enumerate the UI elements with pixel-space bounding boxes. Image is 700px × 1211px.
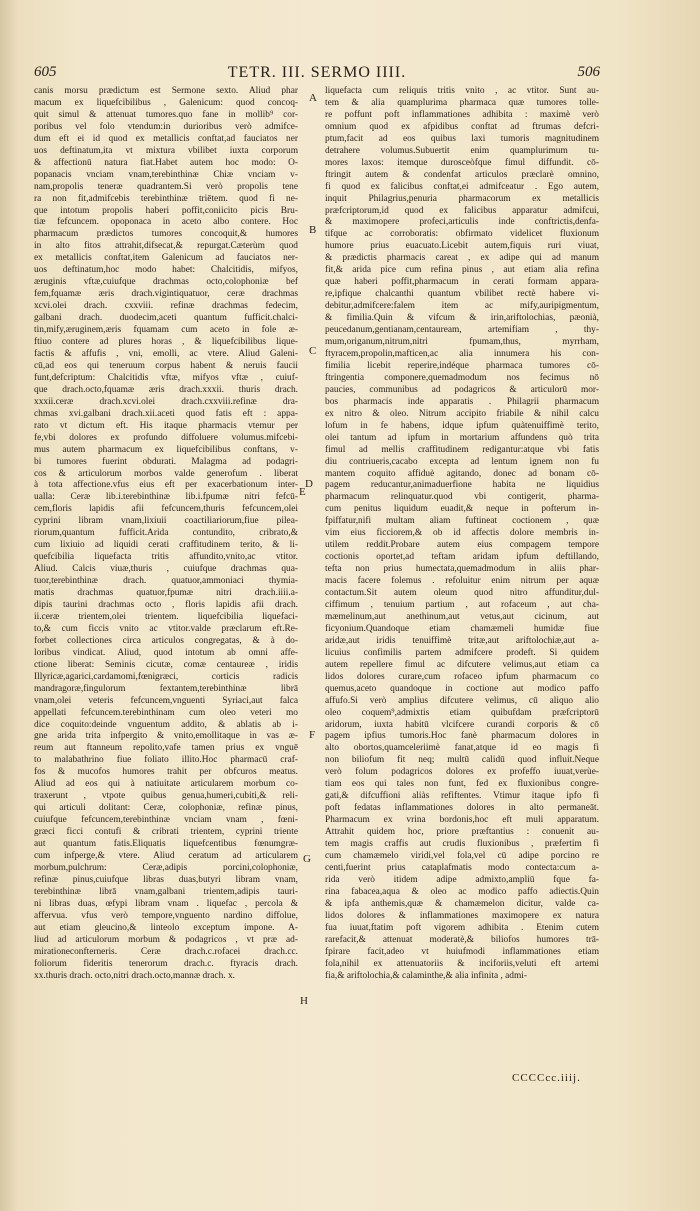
text-line: cuiufque fefcuncem,terebinthinæ vnciam vnam , fœni- [34, 815, 298, 826]
text-line: fola,nihil ex attenuatoriis & inciforiis,veluti eft artemi [325, 958, 599, 969]
text-line: lidos dolores & inflammationes maximopere ex natura [325, 910, 599, 921]
text-line: bi tumores fuerint obdurati. Malagma ad podagri- [34, 456, 298, 467]
text-line: alto obortos,quamceleriimè fanat,atque id eo magis fi [325, 743, 599, 754]
text-line: Pharmacum ex vrina bordonis,hoc eft muli apparatum. [325, 815, 599, 826]
text-line: re poffunt poft inflammationes adhibita : maximè verò [325, 109, 599, 120]
text-line: canis morsu prædictum est Sermone sexto. Aliud phar [34, 86, 298, 96]
text-line: quefcibilia liquefacta tritis affundito,vnito,ac vtitor. [34, 552, 298, 563]
text-line: non biliofum fit neq; multū calidū quod influit.Neque [325, 755, 599, 766]
page-number-right: 506 [577, 64, 600, 80]
text-line: & fimilia.Quin & vifcum & irin,ariftolochias, pæonià, [325, 313, 599, 324]
text-line: cos & articulorum morbos valde generofum . liberat [34, 468, 298, 479]
text-line: à tota affectione.vfus eius eft per exacerbationum inter- [34, 480, 298, 491]
running-header [34, 64, 600, 84]
text-line: macum ex liquefcibilibus , Galenicum: quod concoq- [34, 97, 298, 108]
text-line: mum,origanum,nitrum,nitri fpumam,thus, myrrham, [325, 337, 599, 348]
text-line: tin,mify,æruginem,æris fquamam cum aceto in fole æ- [34, 325, 298, 336]
text-line: ficyonium.Quandoque etiam chamæmeli humidæ fiue [325, 623, 599, 634]
text-line: reum aut ftanneum repolito,vafe tamen prius ex vnguē [34, 743, 298, 754]
text-line: dipis taurini drachmas octo , floris lapidis afii drach. [34, 599, 298, 610]
margin-letter-e: E [299, 486, 306, 498]
text-line: bos pharmacis inde apparatis . Philagrii pharmacum [325, 396, 599, 407]
text-line: fimilia licebit reperire,indéque pharmaca tumores cō- [325, 360, 599, 371]
margin-letter-a: A [309, 92, 317, 104]
text-line: fit,& arida pice cum refina pinus , aut etiam alia refina [325, 265, 599, 276]
text-line: quemus,aceto quandoque in coctione aut modico paffo [325, 683, 599, 694]
text-line: cyprini libram vnam,lixiuii coactiliariorum,fiue pilea- [34, 516, 298, 527]
text-line: quit simul & attenuat tumores.quo fane in mollib⁹ cor- [34, 109, 298, 120]
text-line: vim eius ficciorem,& ob id affectis dolore membris in- [325, 528, 599, 539]
text-line: fi quod ex falicibus conftat,ei admifceatur . Ego autem, [325, 181, 599, 192]
text-line: macis facere folemus . refoluitur enim nitrum per aquæ [325, 576, 599, 587]
text-line: morbum,pulchrum: Ceræ,adipis porcini,colophoniæ, [34, 862, 298, 873]
text-line: poribus vel folo vtendum:in durioribus verò admifce- [34, 121, 298, 132]
text-line: dum eft ei id quod ex metallicis conftat,ad fauciatos ner [34, 133, 298, 144]
running-title: TETR. III. SERMO IIII. [227, 64, 407, 81]
text-line: mores laxos: itemque durosceòfque fimul diffundit. cō- [325, 157, 599, 168]
text-line: ii.ceræ trientem,olei trientem. liquefcibilia liquefaci- [34, 611, 298, 622]
text-line: mæmelinum,aut anethinum,aut vetus,aut cicinum, aut [325, 611, 599, 622]
text-line: cem,floris lapidis afii fefcuncem,thuris fefcuncem,olei [34, 504, 298, 515]
text-line: que drach.octo,fquamæ æris drach.xxxii. thuris drach. [34, 384, 298, 395]
text-line: oleo coquem⁹,admixtis etiam quibufdam præfcriptorū [325, 707, 599, 718]
text-line: fe,vbi dolores ex profundo diffoluere volumus.mifcebi- [34, 432, 298, 443]
text-line: ptum,facit ad eos quibus laxi tumoris magnitudinem [325, 133, 599, 144]
text-line: cum chamæmelo viridi,vel fola,vel cū adipe porcino re [325, 851, 599, 861]
text-line: ex nitro & oleo. Nitrum accipito friabile & nihil calcu [325, 408, 599, 419]
text-line: ualla: Ceræ lib.i.terebinthinæ lib.i.fpumæ nitri fefcū- [34, 492, 298, 503]
text-line: fpirare facit,adeo vt huiufmodi inflammationes etiam [325, 946, 599, 957]
text-line: debitur,admifcere:falem item ac mify,auripigmentum, [325, 301, 599, 312]
text-line: inquit Philagrius,penuria pharmacorum ex metallicis [325, 193, 599, 204]
text-line: xx.thuris drach. octo,nitri drach.octo,mannæ drach. x. [34, 970, 235, 981]
text-line: licuius confimilis partem admifcere prodeft. Si quidem [325, 647, 599, 658]
text-line: refinæ pinus,cuiufque libras duas,butyri libram vnam, [34, 874, 298, 885]
text-line: pharmacum prædictos tumores concoquit,& humores [34, 229, 298, 240]
text-line: tefta non prius humectata,quemadmodum in aliis phar- [325, 564, 599, 575]
text-line: aridæ,aut iridis tenuiffimè tritæ,aut ariftolochiæ,aut a- [325, 635, 599, 646]
text-line: tiæ fefcuncem. opoponaca in aceto albo contere. Hoc [34, 217, 298, 228]
text-line: & ipfa anthemis,quæ & chamæmelon dicitur, valde ca- [325, 898, 599, 909]
text-line: peucedanum,gentianam,centauream, artemifiam , thy- [325, 325, 599, 336]
margin-letter-b: B [309, 224, 317, 236]
text-line: tifque ac corroboratis: obfirmato videlicet fluxionum [325, 229, 599, 240]
margin-letter-g: G [303, 853, 311, 865]
text-line: to,& cum ficcis vnito ac vtitor.valde præclarum eft.Re- [34, 623, 298, 634]
text-line: olei tantum ad ipfum in mortarium affundens quò trita [325, 432, 599, 443]
text-line: aut etiam gleucino,& linteolo exceptum impone. A- [34, 922, 298, 933]
text-line: re,ipfique chalcanthi quantum vbilibet rectè habere vi- [325, 289, 599, 300]
text-line: mus autem pharmacum ex liquefcibilibus conftans, v- [34, 444, 298, 455]
left-text-column [34, 86, 298, 982]
text-line: tem & alia quamplurima pharmaca quæ tumores tolle- [325, 97, 599, 108]
text-line: forbet collectiones circa articulos congregatas, & à do- [34, 635, 298, 646]
text-line: mandragoræ,fingulorum fextantem,terebinthinæ librā [34, 683, 298, 694]
right-text-column [325, 86, 599, 982]
text-line: tem magis craffis aut crudis fluxionibus , præfertim fi [325, 839, 599, 850]
text-line: tiam eos qui tales non funt, fed ex fluxionibus congre- [325, 779, 599, 790]
text-line: vnam,olei veteris fefcuncem,vnguenti Syriaci,aut falca [34, 695, 298, 706]
text-line: Illyricæ,agarici,cardamomi,fœnigræci, corticis radicis [34, 671, 298, 682]
text-line: affufo.Si verò amplius difcutere velimus, cū aliquo alio [325, 695, 599, 706]
text-line: cum infperge,& vtere. Aliud ceratum ad articularem [34, 851, 298, 861]
text-line: cum penitus liquidum euadit,& neque in pofterum in- [325, 504, 599, 515]
text-line: Aliud. Calcis viuæ,thuris , cuiufque drachmas qua- [34, 564, 298, 575]
text-line: galbani drach. duodecim,aceti quantum fufficit.chalci- [34, 313, 298, 324]
text-line: ex metallicis conftat,item Galenicum ad fauciatos ner- [34, 253, 298, 264]
text-line: fua iuuat,ftatim poft vigorem adhibita . Etenim cutem [325, 922, 599, 933]
page-number-left: 605 [34, 64, 57, 80]
text-line: fia,& ariftolochia,& calaminthe,& alia infinita , admi- [325, 970, 528, 981]
margin-letter-d: D [305, 478, 313, 490]
text-line: diu contriueris,cacabo excepta ad lentum ignem non fu [325, 456, 599, 467]
text-line: ctione liberat: Seminis cicutæ, comæ centaureæ , iridis [34, 659, 298, 670]
text-line: appellati fefcuncem.terebinthinam cum oleo veteri mo [34, 707, 298, 718]
text-line: foliorum fideritis tenerorum drach.c. ftyracis drach. [34, 958, 298, 969]
text-line: fem,fquamæ æris drach.vigintiquatuor, ceræ drachmas [34, 289, 298, 300]
text-line: riorum,quantum fufficit.Arida contundito, cribrato,& [34, 528, 298, 539]
text-line: Aliud ad eos qui à natiuitate articularem morbum co- [34, 779, 298, 790]
text-line: & prædictis pharmacis careat , ex adipe qui ad manum [325, 253, 599, 264]
text-line: rida verò itidem adipe admixto,ampliū fque fa- [325, 874, 599, 885]
text-line: ftiuo contere ad plures horas , & liquefcibilibus lique- [34, 337, 298, 348]
text-line: ra non fit,admifcebis terebinthinæ triētem. quod fi ne- [34, 193, 298, 204]
text-line: popanacis vnciam vnam,terebinthinæ Chiæ vnciam v- [34, 169, 298, 180]
text-line: poft fedatas inflammationes dolores in alto permaneāt. [325, 803, 599, 814]
margin-letter-h: H [300, 995, 308, 1007]
text-line: liud ad articulorum morbum & podagricos , vt præ ad- [34, 934, 298, 945]
text-line: aut quantum fatis.Eliquatis liquefcentibus fœnumgræ- [34, 839, 298, 850]
text-line: æruginis vftæ,cuiufque drachmas octo,colophoniæ bef [34, 277, 298, 288]
text-line: tuor,terebinthinæ drach. quatuor,ammoniaci thymia- [34, 576, 298, 587]
text-line: pagem reducantur,animaduerfione habita ne liquidius [325, 480, 599, 491]
text-line: mantem coquito affiduè agitando, donec ad bonam cō- [325, 468, 599, 479]
text-line: ftringentia componere,quemadmodum nos fecimus nō [325, 372, 599, 383]
text-line: verò folum podagricos dolores ex profeffo iuuat,verùe- [325, 767, 599, 778]
text-line: quæ haberi poffit,pharmacum in cerati formam appara- [325, 277, 599, 288]
text-line: pharmacum relinquatur.quod vbi contigerit, pharma- [325, 492, 599, 503]
text-line: uos deftinatum,hoc modo habet: Chalcitidis, mifyos, [34, 265, 298, 276]
text-line: rato vt dictum eft. His itaque pharmacis vtemur per [34, 420, 298, 431]
text-line: loribus vindicat. Aliud, quod intotum ab omni affe- [34, 647, 298, 658]
text-line: chmas xvi.galbani drach.xii.aceti quod fatis eft : appa- [34, 408, 298, 419]
text-line: que intotum propolis haberi poffit,coniicito picis Bru- [34, 205, 298, 216]
margin-letter-f: F [309, 729, 316, 741]
text-line: fpiffatur,nifi multam aliam fuftineat coctionem , quæ [325, 516, 599, 527]
text-line: detrahere volumus.Subuertit enim quamplurimum tu- [325, 145, 599, 156]
text-line: ftringit autem & condenfat articulos præclarè omnino, [325, 169, 599, 180]
text-line: autem repellere fimul ac difcutere velimus,aut etiam ca [325, 659, 599, 670]
text-line: omnium quod ex afpidibus conftat ad ftrumas defcri- [325, 121, 599, 132]
text-line: affervua. vfus verò tempore,vnguento nardino diffolue, [34, 910, 298, 921]
text-line: traxerunt , vtpote quibus genua,humeri,cubiti,& reli- [34, 791, 298, 802]
text-line: rina fabacea,aqua & oleo ac modico paffo adiectis.Quin [325, 886, 599, 897]
text-line: funt,defcriptum: Chalcitidis vftæ, mifyos vftæ , cuiuf- [34, 372, 298, 383]
text-line: mirationeconfterneris. Ceræ drach.c.rofacei drach.cc. [34, 946, 298, 957]
text-line: præfcriptorum,id quod ex falicibus apparatur admifcui, [325, 205, 599, 216]
text-line: & affectionū natura fiat.Habet autem hoc modo: O- [34, 157, 298, 168]
text-line: centi,fuerint prius cataplafmatis modo contecta:cum a- [325, 862, 599, 873]
text-line: lofum in fe habens, idque ipfum quàtenuiffimè terito, [325, 420, 599, 431]
text-line: nam,propolis teneræ quadrantem.Si verò propolis tene [34, 181, 298, 192]
text-line: rarefacit,& attenuat moderatè,& biliofos humores trā- [325, 934, 599, 945]
text-line: cum lixiuio ad liquidi cerati craffitudinem terito, & li- [34, 540, 298, 551]
text-line: fimul ad mellis craffitudinem redigantur:atque vbi fatis [325, 444, 599, 455]
text-line: gne arida trita infpergito & vnito,emollitaque in vas æ- [34, 731, 298, 742]
text-line: ni libras duas, œfypi libram vnam . liquefac , percola & [34, 898, 298, 909]
text-line: paucies, communibus ad podagricos & articulorū mor- [325, 384, 599, 395]
text-line: fos & mucofos humores trahit per obfcuros meatus. [34, 767, 298, 778]
text-line: uos deftinatum,ita vt mixtura vbilibet iuxta corporum [34, 145, 298, 156]
text-line: utilem reddit.Probare autem eius compagem tempore [325, 540, 599, 551]
text-line: contactum.Sit autem oleum quod nitro affunditur,dul- [325, 588, 599, 599]
text-line: to malabathrino fiue foliato illito.Hoc pharmacū craf- [34, 755, 298, 766]
text-line: factis & affufis , vni, emolli, ac vtere. Aliud Galeni- [34, 348, 298, 359]
text-line: coctionis oportet,ad teftam aridam ipfum deftillando, [325, 552, 599, 563]
text-line: cū,ad eos qui teneruum corpus habent & neruis faucii [34, 360, 298, 371]
text-line: terebinthinæ librā vnam,galbani trientem,adipis tauri- [34, 886, 298, 897]
text-line: ciffimum , tenuium partium , aut rofaceum , aut cha- [325, 599, 599, 610]
text-line: dice coquito:deinde vnguentum addito, & ablatis ab i- [34, 719, 298, 730]
text-line: qui articuli dolitant: Ceræ, colophoniæ, refinæ pinus, [34, 803, 298, 814]
text-line: gati,& difcuffioni aliàs refiftentes. Vtimur itaque ipfo fi [325, 791, 599, 802]
text-line: humore prius euacuato.Licebit autem,fiquis ruri viuat, [325, 241, 599, 252]
text-line: liquefacta cum reliquis tritis vnito , ac vtitor. Sunt au- [325, 86, 599, 96]
text-line: in alto fitos attrahit,difsecat,& repurgat.Cæterùm quod [34, 241, 298, 252]
text-line: lidos dolores curare,cum rofaceo ipfum pharmacum co [325, 671, 599, 682]
text-line: aridorum, iuxta habitū vlcifcere curandi corporis & cō [325, 719, 599, 730]
gutter-shadow [0, 0, 18, 1211]
text-line: & maximopere profeci,articulis inde conftrictis,denfa- [325, 217, 599, 228]
text-line: Attrahit quidem hoc, priore præftantius : conuenit au- [325, 827, 599, 838]
text-line: matis drachmas quatuor,fpumæ nitri drach.iiii.a- [34, 588, 298, 599]
text-line: xxxii.ceræ drach.xcvi.olei drach.cxxviii.refinæ dra- [34, 396, 298, 407]
text-line: pagem ipfius tumoris.Hoc fanè pharmacum dolores in [325, 731, 599, 742]
signature-mark: CCCCcc.iiij. [512, 1072, 581, 1084]
text-line: græci ficci contufi & cribrati trientem, cyprini triente [34, 827, 298, 838]
margin-letter-c: C [309, 345, 317, 357]
text-line: xcvi.olei drach. cxxviii. refinæ drachmas fedecim, [34, 301, 298, 312]
text-line: ftyracem,propolin,mafticen,ac alia innumera his con- [325, 348, 599, 359]
